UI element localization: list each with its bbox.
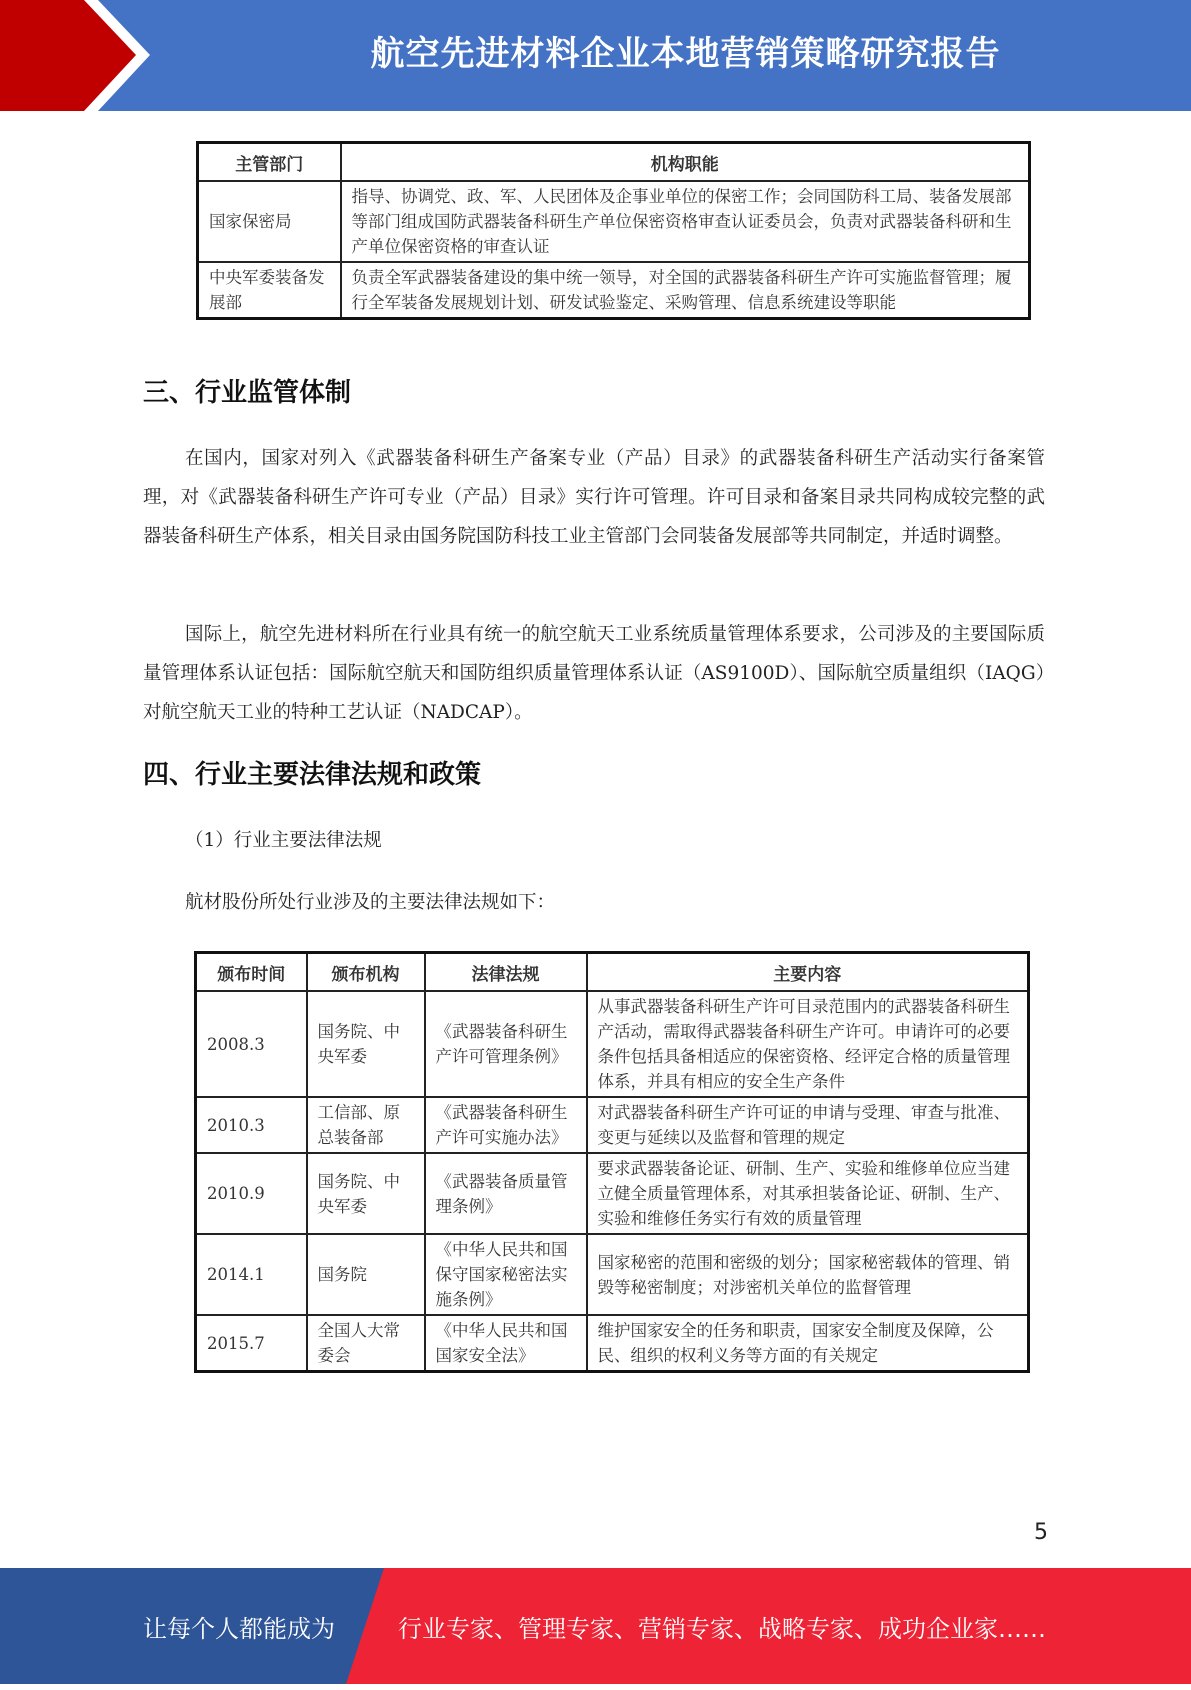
table-header-row [198, 143, 1030, 182]
content-cell: 国家秘密的范围和密级的划分；国家秘密载体的管理、销毁等秘密制度；对涉密机关单位的监督管理 [587, 1234, 1029, 1315]
laws-table [194, 951, 1030, 1373]
department-cell: 中央军委装备发展部 [198, 262, 341, 319]
issuer-cell: 国务院、中央军委 [307, 1153, 425, 1234]
subheading-laws: （1）行业主要法律法规 [185, 830, 382, 851]
authority-table [196, 141, 1031, 320]
table-header-row [196, 953, 1029, 992]
page-number: 5 [1034, 1520, 1048, 1545]
footer-slogan-left: 让每个人都能成为 [143, 1615, 335, 1643]
content-cell: 对武器装备科研生产许可证的申请与受理、审查与批准、变更与延续以及监督和管理的规定 [587, 1097, 1029, 1153]
laws-intro-text: 航材股份所处行业涉及的主要法律法规如下： [185, 892, 556, 913]
table-row [196, 1097, 1029, 1153]
department-cell: 国家保密局 [198, 181, 341, 262]
law-cell: 《中华人民共和国保守国家秘密法实施条例》 [425, 1234, 587, 1315]
paragraph-international: 国际上，航空先进材料所在行业具有统一的航空航天工业系统质量管理体系要求，公司涉及的主要国际质量管理体系认证包括：国际航空航天和国防组织质量管理体系认证（AS9100D）、国际航空质量组织（IAQG）对航空航天工业的特种工艺认证（NADCAP）。 [143, 624, 1045, 723]
paragraph-domestic: 在国内，国家对列入《武器装备科研生产备案专业（产品）目录》的武器装备科研生产活动实行备案管理，对《武器装备科研生产许可专业（产品）目录》实行许可管理。许可目录和备案目录共同构成较完整的武器装备科研生产体系，相关目录由国务院国防科技工业主管部门会同装备发展部等共同制定，并适时调整。 [143, 448, 1045, 547]
page-footer [0, 1568, 1191, 1684]
law-cell: 《武器装备科研生产许可管理条例》 [425, 991, 587, 1097]
date-cell: 2008.3 [196, 991, 307, 1097]
section-heading-regulatory-system: 三、行业监管体制 [143, 378, 352, 408]
column-header: 法律法规 [425, 953, 587, 992]
column-header: 主要内容 [587, 953, 1029, 992]
table-row [196, 1153, 1029, 1234]
column-header: 机构职能 [341, 143, 1030, 182]
content-cell: 从事武器装备科研生产许可目录范围内的武器装备科研生产活动，需取得武器装备科研生产许可。申请许可的必要条件包括具备相适应的保密资格、经评定合格的质量管理体系，并具有相应的安全生产条件 [587, 991, 1029, 1097]
content-cell: 维护国家安全的任务和职责，国家安全制度及保障，公民、组织的权利义务等方面的有关规定 [587, 1315, 1029, 1372]
report-title: 航空先进材料企业本地营销策略研究报告 [370, 34, 1001, 74]
date-cell: 2014.1 [196, 1234, 307, 1315]
table-row [198, 262, 1030, 319]
date-cell: 2015.7 [196, 1315, 307, 1372]
section-heading-laws: 四、行业主要法律法规和政策 [143, 760, 482, 790]
header-chevron-decoration [0, 0, 160, 111]
table-row [196, 1315, 1029, 1372]
law-cell: 《武器装备质量管理条例》 [425, 1153, 587, 1234]
column-header: 主管部门 [198, 143, 341, 182]
issuer-cell: 国务院 [307, 1234, 425, 1315]
table-row [196, 991, 1029, 1097]
content-cell: 要求武器装备论证、研制、生产、实验和维修单位应当建立健全质量管理体系，对其承担装备论证、研制、生产、实验和维修任务实行有效的质量管理 [587, 1153, 1029, 1234]
column-header: 颁布时间 [196, 953, 307, 992]
table-row [198, 181, 1030, 262]
page-header [0, 0, 1191, 111]
issuer-cell: 工信部、原总装备部 [307, 1097, 425, 1153]
table-row [196, 1234, 1029, 1315]
function-cell: 负责全军武器装备建设的集中统一领导，对全国的武器装备科研生产许可实施监督管理；履行全军装备发展规划计划、研发试验鉴定、采购管理、信息系统建设等职能 [341, 262, 1030, 319]
column-header: 颁布机构 [307, 953, 425, 992]
date-cell: 2010.9 [196, 1153, 307, 1234]
date-cell: 2010.3 [196, 1097, 307, 1153]
law-cell: 《中华人民共和国国家安全法》 [425, 1315, 587, 1372]
issuer-cell: 国务院、中央军委 [307, 991, 425, 1097]
function-cell: 指导、协调党、政、军、人民团体及企事业单位的保密工作；会同国防科工局、装备发展部等部门组成国防武器装备科研生产单位保密资格审查认证委员会，负责对武器装备科研和生产单位保密资格的审查认证 [341, 181, 1030, 262]
issuer-cell: 全国人大常委会 [307, 1315, 425, 1372]
footer-slogan-right: 行业专家、管理专家、营销专家、战略专家、成功企业家…… [398, 1615, 1046, 1643]
law-cell: 《武器装备科研生产许可实施办法》 [425, 1097, 587, 1153]
